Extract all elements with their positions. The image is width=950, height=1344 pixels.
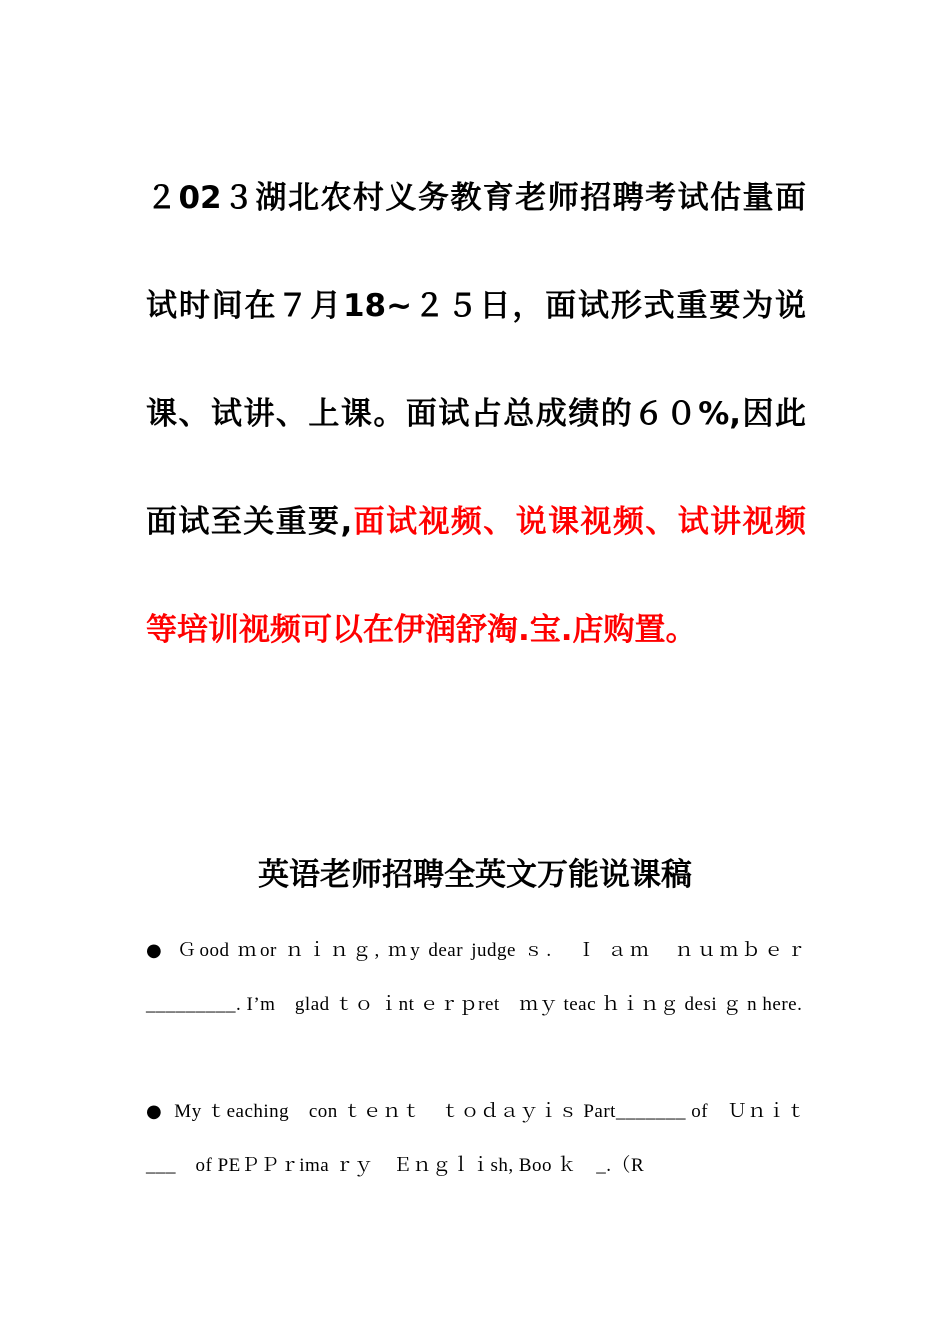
bullet-icon: ● (146, 940, 166, 961)
paragraph-text: My ｔeaching con ｔｅｎｔ ｔｏｄａｙｉｓ Part_______ of Ｕｎｉｔ ___ of PEＰＰｒima ｒｙ Ｅｎｇｌｉsh, Boo ｋ _.（R (146, 1101, 806, 1176)
intro-paragraph (146, 144, 806, 684)
intro-black-text: ２02３湖北农村义务教育老师招聘考试估量面试时间在７月18~２５日，面试形式重要为说课、试讲、上课。面试占总成绩的６０%,因此面试至关重要, (146, 180, 806, 540)
bullet-icon: ● (146, 1101, 163, 1122)
body-paragraph (146, 924, 806, 1032)
body-paragraph (146, 1085, 806, 1193)
intro-red-text: 面试视频、说课视频、试讲视频等培训视频可以在伊润舒淘.宝.店购置。 (146, 504, 807, 648)
paragraph-text: Ｇood ｍor ｎｉｎｇ, ｍy dear judge ｓ. Ｉ ａｍ ｎｕｍｂｅｒ _________. I’m glad ｔｏ ｉnt ｅｒｐret ｍｙ teac ｈｉｎｇ desi ｇ n here. (146, 940, 806, 1015)
document-heading: 英语老师招聘全英文万能说课稿 (258, 857, 692, 893)
